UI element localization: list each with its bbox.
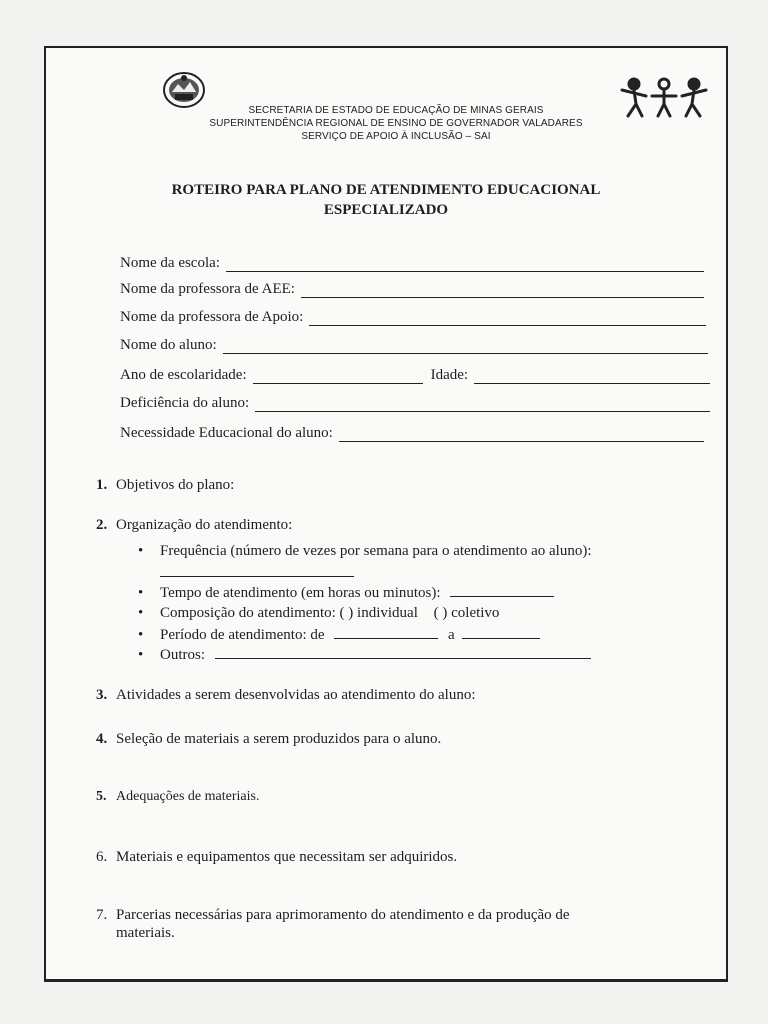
bullet-icon: •	[138, 585, 144, 601]
composicao-individual[interactable]: Composição do atendimento: ( ) individual	[160, 605, 418, 621]
section-4	[96, 730, 441, 748]
section-5-text: Adequações de materiais.	[116, 789, 260, 804]
institution-header	[196, 104, 596, 143]
section-6	[96, 848, 457, 866]
bullet-icon: •	[138, 647, 144, 663]
periodo-inicio-line[interactable]	[334, 624, 438, 639]
title-line-1: ROTEIRO PARA PLANO DE ATENDIMENTO EDUCACIONAL	[171, 182, 601, 198]
bullet-frequencia-text: Frequência (número de vezes por semana para o atendimento ao aluno):	[160, 543, 592, 559]
field-prof-apoio-label: Nome da professora de Apoio:	[120, 309, 304, 325]
field-ano-label: Ano de escolaridade:	[120, 367, 247, 383]
section-3-number: 3.	[96, 687, 108, 703]
title-line-2: ESPECIALIZADO	[323, 202, 449, 218]
section-5-number: 5.	[96, 789, 107, 804]
field-idade-label: Idade:	[430, 367, 469, 383]
frequencia-line[interactable]	[160, 562, 354, 577]
bullet-icon: •	[138, 627, 144, 643]
bullet-composicao	[138, 604, 499, 622]
section-7-number: 7.	[96, 907, 108, 923]
section-1-number: 1.	[96, 477, 108, 493]
section-4-number: 4.	[96, 731, 108, 747]
bullet-periodo-text: Período de atendimento: de	[160, 627, 325, 643]
section-4-text: Seleção de materiais a serem produzidos para o aluno.	[116, 731, 442, 747]
bullet-icon: •	[138, 543, 144, 559]
field-prof-apoio-line[interactable]	[309, 311, 706, 326]
section-2-number: 2.	[96, 517, 108, 533]
field-deficiencia-label: Deficiência do aluno:	[120, 395, 250, 411]
field-necessidade-label: Necessidade Educacional do aluno:	[120, 425, 333, 441]
bullet-tempo	[138, 582, 554, 602]
field-escola-label: Nome da escola:	[120, 255, 220, 271]
bullet-tempo-text: Tempo de atendimento (em horas ou minutos):	[160, 585, 441, 601]
field-prof-aee-line[interactable]	[301, 283, 704, 298]
header-line-1: SECRETARIA DE ESTADO DE EDUCAÇÃO DE MINAS GERAIS	[248, 105, 544, 116]
field-deficiencia[interactable]	[120, 390, 710, 412]
field-escola[interactable]	[120, 250, 704, 272]
section-7-text-line-1: Parcerias necessárias para aprimoramento do atendimento e da produção de	[116, 907, 570, 923]
tempo-line[interactable]	[450, 582, 554, 597]
field-prof-aee[interactable]	[120, 276, 704, 298]
field-prof-apoio[interactable]	[120, 304, 706, 326]
section-1	[96, 476, 234, 494]
composicao-coletivo[interactable]: ( ) coletivo	[433, 605, 500, 621]
section-3	[96, 686, 476, 704]
page-title	[106, 180, 666, 220]
section-6-text: Materiais e equipamentos que necessitam ser adquiridos.	[116, 849, 458, 865]
sai-logo-caption	[610, 115, 722, 119]
bullet-outros	[138, 644, 591, 664]
field-prof-aee-label: Nome da professora de AEE:	[120, 281, 295, 297]
form-page	[44, 46, 728, 982]
header-line-3: SERVIÇO DE APOIO À INCLUSÃO – SAI	[301, 131, 491, 142]
periodo-fim-line[interactable]	[462, 624, 540, 639]
section-7-text-line-2: materiais.	[116, 925, 175, 941]
section-7	[96, 906, 570, 942]
bullet-icon: •	[138, 605, 144, 621]
section-5	[96, 788, 259, 806]
bullet-frequencia	[138, 542, 592, 560]
header-line-2: SUPERINTENDÊNCIA REGIONAL DE ENSINO DE GOVERNADOR VALADARES	[209, 118, 583, 129]
field-aluno-label: Nome do aluno:	[120, 337, 217, 353]
field-ano-line[interactable]	[253, 369, 423, 384]
field-aluno[interactable]	[120, 332, 708, 354]
field-necessidade[interactable]	[120, 420, 704, 442]
section-1-text: Objetivos do plano:	[116, 477, 235, 493]
section-2	[96, 516, 292, 534]
outros-line[interactable]	[215, 644, 591, 659]
field-deficiencia-line[interactable]	[255, 397, 710, 412]
field-aluno-line[interactable]	[223, 339, 708, 354]
bullet-periodo	[138, 624, 540, 644]
field-necessidade-line[interactable]	[339, 427, 704, 442]
section-2-text: Organização do atendimento:	[116, 517, 293, 533]
field-ano-idade[interactable]	[120, 362, 710, 384]
section-6-number: 6.	[96, 849, 108, 865]
field-idade-line[interactable]	[474, 369, 710, 384]
section-3-text: Atividades a serem desenvolvidas ao atendimento do aluno:	[116, 687, 476, 703]
bullet-outros-text: Outros:	[160, 647, 205, 663]
periodo-a-label: a	[448, 627, 455, 643]
field-escola-line[interactable]	[226, 257, 704, 272]
